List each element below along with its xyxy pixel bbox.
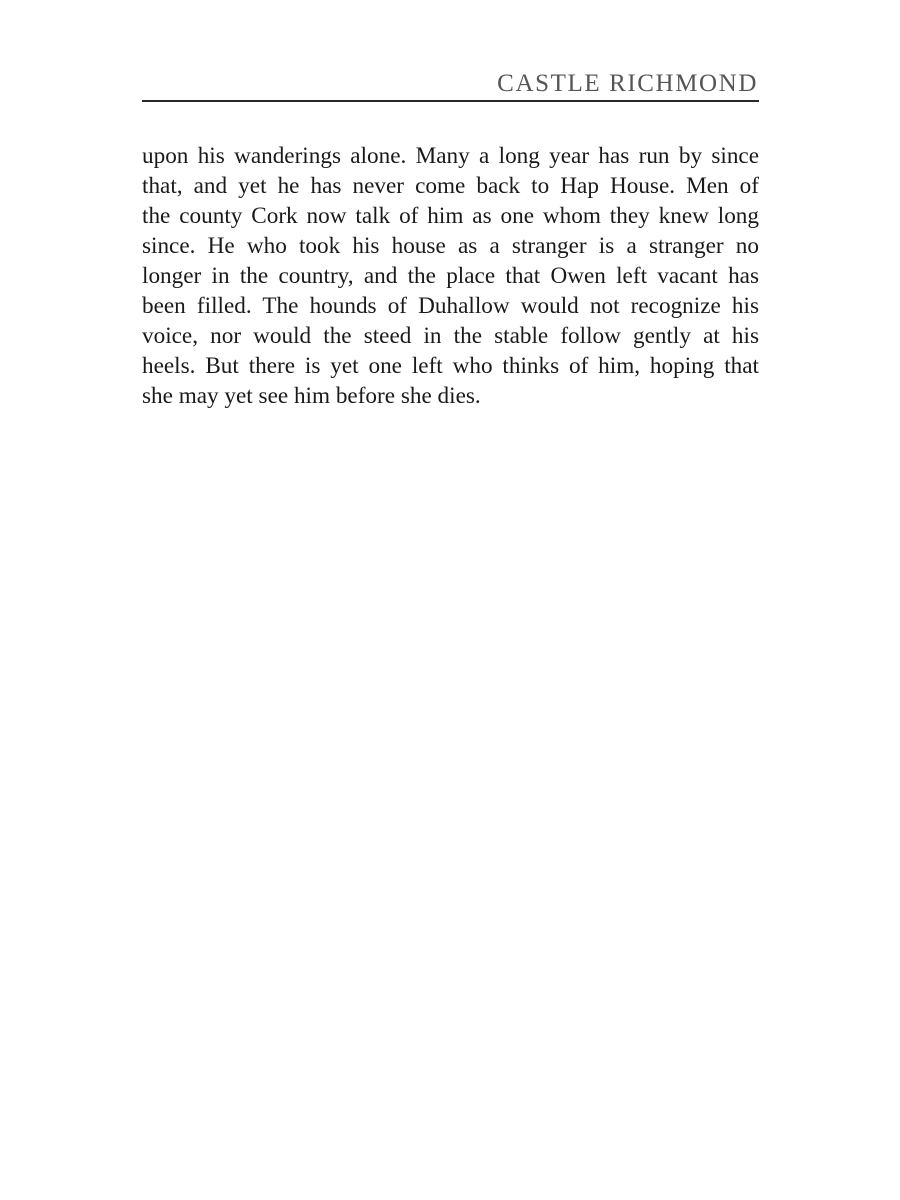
body-paragraph	[142, 141, 759, 411]
text-line: she may yet see him before she dies.	[142, 383, 481, 409]
text-line: that, and yet he has never come back to Hap House. Men of	[142, 173, 759, 199]
text-line: heels. But there is yet one left who thinks of him, hoping that	[142, 353, 759, 379]
text-line: longer in the country, and the place that Owen left vacant has	[142, 263, 759, 289]
running-header-title: CASTLE RICHMOND	[497, 70, 758, 97]
text-line: since. He who took his house as a stranger is a stranger no	[142, 233, 759, 259]
text-line: voice, nor would the steed in the stable follow gently at his	[142, 323, 759, 349]
text-line: the county Cork now talk of him as one whom they knew long	[142, 203, 759, 229]
header-rule	[142, 100, 759, 102]
text-line: been filled. The hounds of Duhallow would not recognize his	[142, 293, 759, 319]
text-line: upon his wanderings alone. Many a long year has run by since	[142, 143, 759, 169]
